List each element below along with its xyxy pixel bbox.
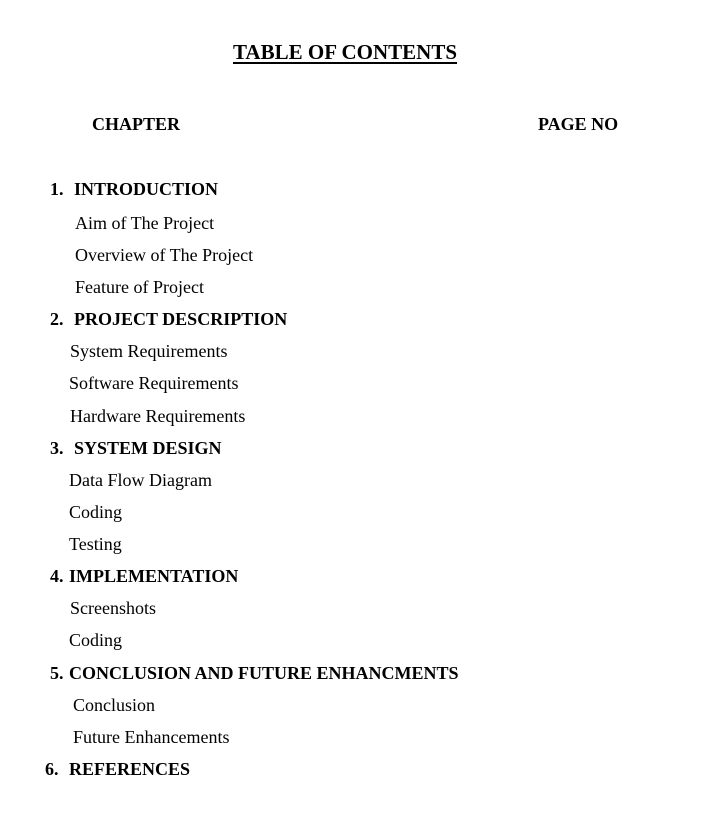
page-title: TABLE OF CONTENTS bbox=[232, 40, 458, 64]
section-item: Software Requirements bbox=[69, 373, 239, 393]
section-item: Overview of The Project bbox=[75, 245, 254, 265]
chapter-heading bbox=[50, 565, 238, 587]
chapter-number: 5. bbox=[50, 663, 64, 683]
chapter-title: PROJECT DESCRIPTION bbox=[74, 309, 288, 329]
chapter-heading bbox=[50, 437, 222, 459]
section-item: Screenshots bbox=[70, 598, 156, 618]
chapter-heading bbox=[50, 662, 459, 684]
chapter-heading bbox=[45, 758, 190, 780]
section-item: Coding bbox=[69, 630, 123, 650]
chapter-number: 6. bbox=[45, 759, 59, 779]
section-item: Hardware Requirements bbox=[70, 406, 246, 426]
chapter-number: 2. bbox=[50, 309, 64, 329]
chapter-number: 4. bbox=[50, 566, 64, 586]
section-item: Feature of Project bbox=[75, 277, 204, 297]
section-item: Testing bbox=[69, 534, 122, 554]
chapter-number: 3. bbox=[50, 438, 64, 458]
chapter-heading bbox=[50, 308, 287, 330]
section-item: Future Enhancements bbox=[73, 727, 230, 747]
chapter-heading bbox=[50, 178, 218, 200]
chapter-title: INTRODUCTION bbox=[74, 179, 219, 199]
chapter-title: IMPLEMENTATION bbox=[69, 566, 239, 586]
chapter-title: SYSTEM DESIGN bbox=[74, 438, 222, 458]
chapter-number: 1. bbox=[50, 179, 64, 199]
section-item: Coding bbox=[69, 502, 123, 522]
section-item: Conclusion bbox=[73, 695, 156, 715]
section-item: System Requirements bbox=[70, 341, 228, 361]
chapter-title: CONCLUSION AND FUTURE ENHANCMENTS bbox=[69, 663, 459, 683]
section-item: Data Flow Diagram bbox=[69, 470, 212, 490]
section-item: Aim of The Project bbox=[75, 213, 215, 233]
chapter-title: REFERENCES bbox=[69, 759, 191, 779]
page-no-column-header: PAGE NO bbox=[538, 114, 619, 134]
chapter-column-header: CHAPTER bbox=[92, 114, 181, 134]
